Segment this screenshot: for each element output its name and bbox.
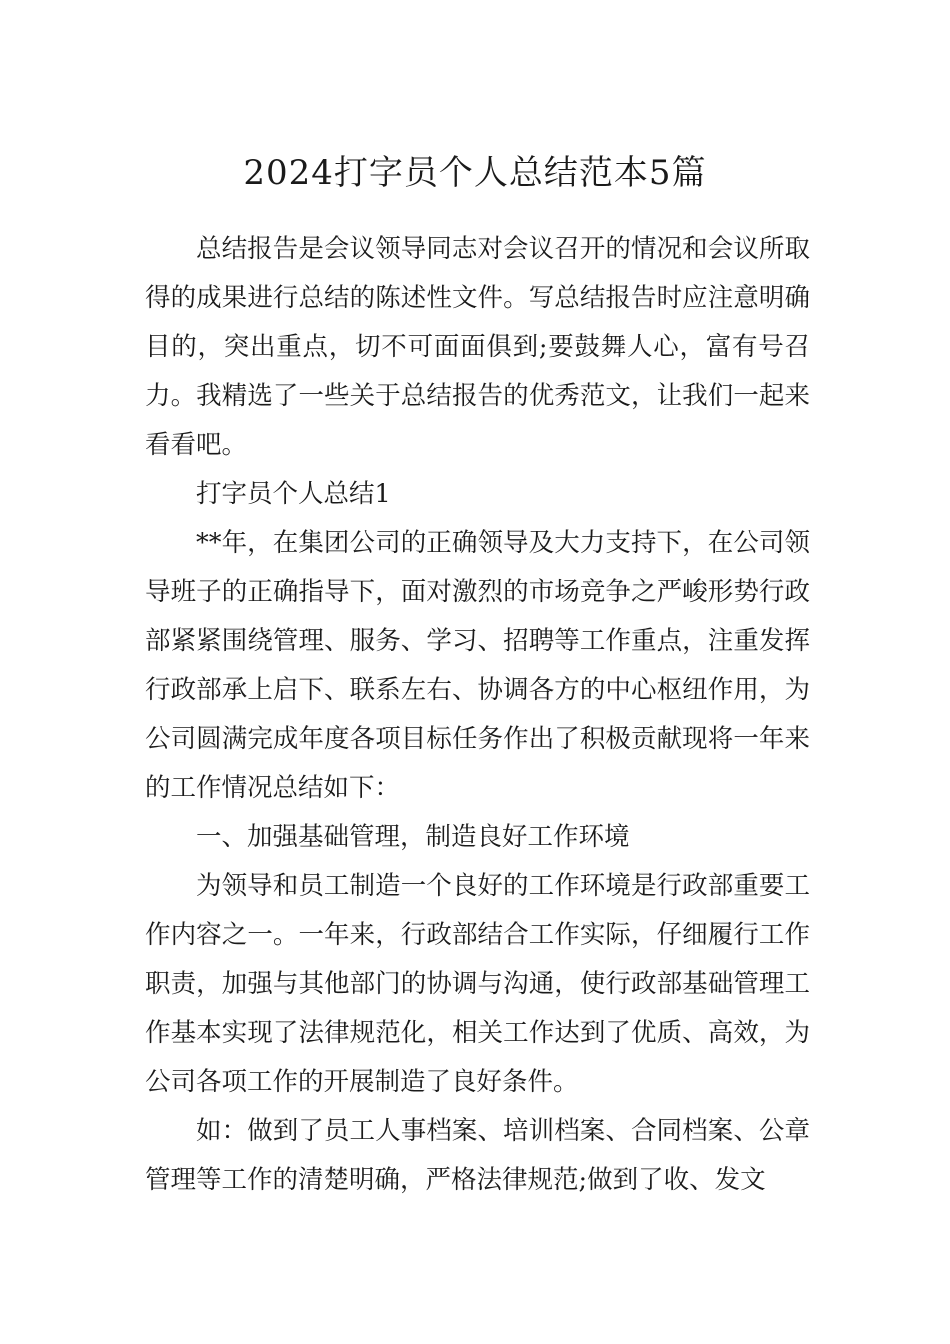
section-heading-1: 打字员个人总结1 [196, 479, 391, 509]
document-title: 2024打字员个人总结范本5篇 [243, 152, 707, 193]
paragraph-environment: 为领导和员工制造一个良好的工作环境是行政部重要工作内容之一。一年来，行政部结合工作实际，仔细履行工作职责，加强与其他部门的协调与沟通，使行政部基础管理工作基本实现了法律规范化，相关工作达到了优质、高效，为公司各项工作的开展制造了良好条件。 [145, 871, 810, 1097]
paragraph-examples: 如：做到了员工人事档案、培训档案、合同档案、公章管理等工作的清楚明确，严格法律规范;做到了收、发文 [145, 1116, 810, 1195]
paragraph-overview: **年，在集团公司的正确领导及大力支持下，在公司领导班子的正确指导下，面对激烈的市场竞争之严峻形势行政部紧紧围绕管理、服务、学习、招聘等工作重点，注重发挥行政部承上启下、联系左右、协调各方的中心枢纽作用，为公司圆满完成年度各项目标任务作出了积极贡献现将一年来的工作情况总结如下： [145, 528, 810, 803]
paragraph-intro: 总结报告是会议领导同志对会议召开的情况和会议所取得的成果进行总结的陈述性文件。写总结报告时应注意明确目的，突出重点，切不可面面俱到;要鼓舞人心，富有号召力。我精选了一些关于总结报告的优秀范文，让我们一起来看看吧。 [145, 234, 810, 460]
section-subheading-1: 一、加强基础管理，制造良好工作环境 [196, 822, 630, 852]
document-body [145, 225, 810, 1205]
